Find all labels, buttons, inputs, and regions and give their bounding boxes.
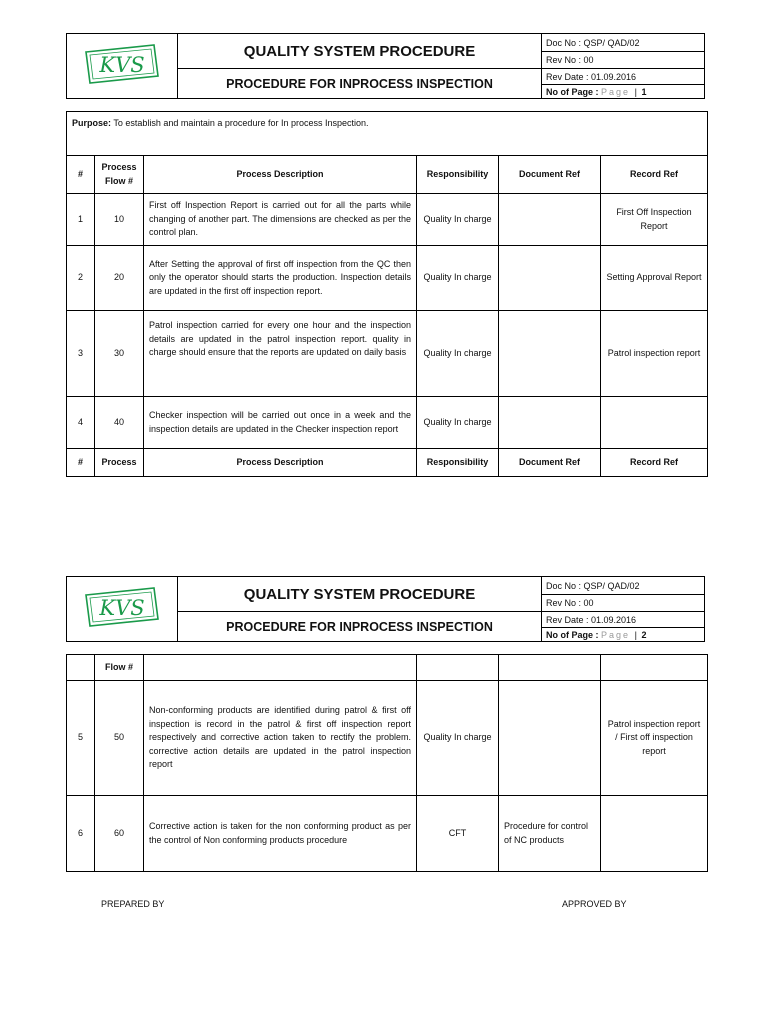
doc-number: Doc No : QSP/ QAD/02 xyxy=(542,34,705,52)
row-document-ref xyxy=(499,194,601,246)
row-responsibility: Quality In charge xyxy=(417,246,499,311)
table-row xyxy=(67,397,708,449)
page-count: No of Page : Page | 2 xyxy=(542,628,705,642)
revision-date: Rev Date : 01.09.2016 xyxy=(542,69,705,85)
header-record-ref: Record Ref xyxy=(601,156,708,194)
revision-date: Rev Date : 01.09.2016 xyxy=(542,612,705,628)
page-count-label: No of Page : xyxy=(546,629,599,640)
row-responsibility: Quality In charge xyxy=(417,194,499,246)
page-subtitle: PROCEDURE FOR INPROCESS INSPECTION xyxy=(178,69,542,99)
purpose-row xyxy=(67,112,708,156)
svg-text:KVS: KVS xyxy=(99,595,145,620)
revision-number: Rev No : 00 xyxy=(542,595,705,612)
table-row xyxy=(67,311,708,397)
page-count: No of Page : Page | 1 xyxy=(542,85,705,99)
row-number: 6 xyxy=(67,796,95,872)
row-record-ref: Setting Approval Report xyxy=(601,246,708,311)
document-header xyxy=(66,33,705,99)
kvs-logo-icon xyxy=(82,585,162,629)
header-responsibility xyxy=(417,655,499,681)
purpose-text: To establish and maintain a procedure for In process Inspection. xyxy=(111,118,369,128)
row-document-ref xyxy=(499,246,601,311)
table-header-row xyxy=(67,655,708,681)
prepared-by-label: PREPARED BY xyxy=(101,899,165,909)
table-row xyxy=(67,194,708,246)
row-flow: 60 xyxy=(95,796,144,872)
table-header-row xyxy=(67,156,708,194)
footer-record-ref: Record Ref xyxy=(601,449,708,477)
table-row xyxy=(67,681,708,796)
row-responsibility: CFT xyxy=(417,796,499,872)
purpose-label: Purpose: xyxy=(72,118,112,128)
company-logo xyxy=(67,34,178,99)
row-document-ref: Procedure for control of NC products xyxy=(499,796,601,872)
page-subtitle: PROCEDURE FOR INPROCESS INSPECTION xyxy=(178,612,542,642)
row-flow: 50 xyxy=(95,681,144,796)
footer-number: # xyxy=(67,449,95,477)
row-record-ref: First Off Inspection Report xyxy=(601,194,708,246)
row-flow: 40 xyxy=(95,397,144,449)
row-record-ref xyxy=(601,397,708,449)
row-number: 2 xyxy=(67,246,95,311)
table-row xyxy=(67,796,708,872)
table-row xyxy=(67,246,708,311)
header-number: # xyxy=(67,156,95,194)
header-number xyxy=(67,655,95,681)
row-number: 4 xyxy=(67,397,95,449)
row-flow: 20 xyxy=(95,246,144,311)
row-number: 3 xyxy=(67,311,95,397)
row-description: Patrol inspection carried for every one hour and the inspection details are updated in the patrol inspection report. quality in charge should ensure that the reports are updated on daily basis xyxy=(144,311,417,397)
footer-process-description: Process Description xyxy=(144,449,417,477)
page-word: Page xyxy=(601,629,631,640)
page-word: Page xyxy=(601,86,631,97)
header-flow: Flow # xyxy=(95,655,144,681)
table-footer-row xyxy=(67,449,708,477)
page-title: QUALITY SYSTEM PROCEDURE xyxy=(178,577,542,612)
row-record-ref: Patrol inspection report / First off inspection report xyxy=(601,681,708,796)
header-document-ref xyxy=(499,655,601,681)
company-logo xyxy=(67,577,178,642)
page-count-label: No of Page : xyxy=(546,86,599,97)
row-document-ref xyxy=(499,311,601,397)
footer-document-ref: Document Ref xyxy=(499,449,601,477)
row-responsibility: Quality In charge xyxy=(417,681,499,796)
header-process-flow: Process Flow # xyxy=(95,156,144,194)
page-number: 1 xyxy=(641,86,647,97)
procedure-table xyxy=(66,654,708,872)
svg-text:KVS: KVS xyxy=(99,52,145,77)
document-header xyxy=(66,576,705,642)
row-description: Non-conforming products are identified during patrol & first off inspection is record in the patrol & first off inspection report respectively and corrective action taken to rectify the problem. corrective action details are updated in the patrol inspection report xyxy=(144,681,417,796)
row-responsibility: Quality In charge xyxy=(417,397,499,449)
row-number: 5 xyxy=(67,681,95,796)
row-description: After Setting the approval of first off inspection from the QC then only the operator should starts the production. Inspection details are updated in the first off inspection report. xyxy=(144,246,417,311)
row-record-ref xyxy=(601,796,708,872)
page-number: 2 xyxy=(641,629,647,640)
header-document-ref: Document Ref xyxy=(499,156,601,194)
footer-process: Process xyxy=(95,449,144,477)
kvs-logo-icon xyxy=(82,42,162,86)
row-number: 1 xyxy=(67,194,95,246)
revision-number: Rev No : 00 xyxy=(542,52,705,69)
row-document-ref xyxy=(499,681,601,796)
row-flow: 10 xyxy=(95,194,144,246)
approved-by-label: APPROVED BY xyxy=(562,899,627,909)
row-description: Checker inspection will be carried out once in a week and the inspection details are updated in the Checker inspection report xyxy=(144,397,417,449)
row-flow: 30 xyxy=(95,311,144,397)
row-description: Corrective action is taken for the non conforming product as per the control of Non conforming products procedure xyxy=(144,796,417,872)
page-title: QUALITY SYSTEM PROCEDURE xyxy=(178,34,542,69)
row-description: First off Inspection Report is carried out for all the parts while changing of another part. The dimensions are checked as per the control plan. xyxy=(144,194,417,246)
header-responsibility: Responsibility xyxy=(417,156,499,194)
row-document-ref xyxy=(499,397,601,449)
row-responsibility: Quality In charge xyxy=(417,311,499,397)
procedure-table xyxy=(66,111,708,477)
doc-number: Doc No : QSP/ QAD/02 xyxy=(542,577,705,595)
header-record-ref xyxy=(601,655,708,681)
header-process-description xyxy=(144,655,417,681)
header-process-description: Process Description xyxy=(144,156,417,194)
row-record-ref: Patrol inspection report xyxy=(601,311,708,397)
footer-responsibility: Responsibility xyxy=(417,449,499,477)
